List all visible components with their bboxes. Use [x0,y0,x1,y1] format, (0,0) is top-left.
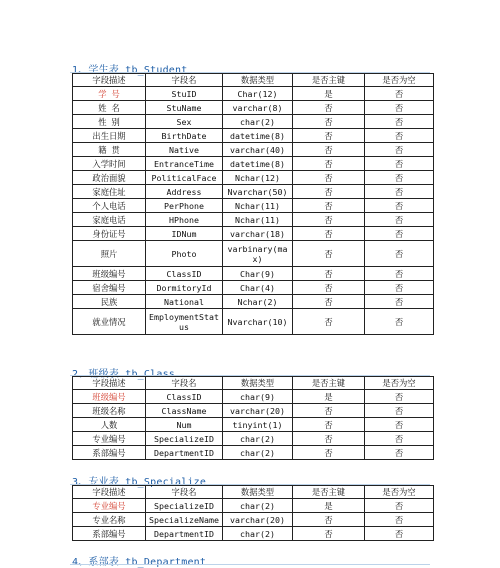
table-row [73,143,434,157]
table-cell: char(2) [223,499,293,513]
table-body [73,74,434,335]
table-row [73,171,434,185]
table-cell: 否 [365,499,434,513]
table-cell: StuID [146,87,223,101]
table-cell: 否 [293,101,365,115]
column-header: 字段名 [146,74,223,87]
table-cell: 否 [365,115,434,129]
table-cell: 否 [365,213,434,227]
table-row [73,185,434,199]
table-cell: 否 [365,199,434,213]
table-header-row [73,377,434,390]
table-cell: Nchar(11) [223,199,293,213]
table-cell: 就业情况 [73,309,146,335]
table-cell: 否 [293,404,365,418]
table-cell: Address [146,185,223,199]
table-cell: 宿舍编号 [73,281,146,295]
table-cell: Photo [146,241,223,267]
table-cell: varchar(18) [223,227,293,241]
table-cell: 否 [365,418,434,432]
table-cell: Nchar(2) [223,295,293,309]
table-cell: Nvarchar(50) [223,185,293,199]
table-cell: 否 [293,185,365,199]
table-row [73,267,434,281]
section-title-department: 4、系部表 tb_Department [72,557,207,568]
table-cell: 班级编号 [73,267,146,281]
table-cell: 否 [293,199,365,213]
table-row [73,404,434,418]
table-cell: 系部编号 [73,446,146,460]
table-cell: 籍 贯 [73,143,146,157]
table-cell: 政治面貌 [73,171,146,185]
table-cell: 否 [293,527,365,541]
column-header: 是否主键 [293,74,365,87]
table-row [73,199,434,213]
table-cell: Sex [146,115,223,129]
table-cell: char(2) [223,432,293,446]
table-cell: char(2) [223,527,293,541]
table-cell: 否 [365,390,434,404]
column-header: 是否为空 [365,486,434,499]
column-header: 字段名 [146,377,223,390]
table-cell: varchar(40) [223,143,293,157]
table-cell: 民族 [73,295,146,309]
table-row [73,281,434,295]
table-cell: char(2) [223,115,293,129]
table-cell: 班级名称 [73,404,146,418]
table-cell: 姓 名 [73,101,146,115]
table-body [73,486,434,541]
table-cell: 否 [365,295,434,309]
table-row [73,513,434,527]
table-cell: 否 [365,241,434,267]
column-header: 数据类型 [223,377,293,390]
table-cell: 否 [365,101,434,115]
table-cell: 性 别 [73,115,146,129]
table-cell: 否 [365,171,434,185]
table-cell: 否 [365,404,434,418]
table-row [73,213,434,227]
table-cell: SpecializeID [146,499,223,513]
table-cell: 否 [365,157,434,171]
table-cell: National [146,295,223,309]
table-row [73,157,434,171]
table-cell: 否 [365,185,434,199]
column-header: 数据类型 [223,486,293,499]
table-cell: 否 [293,513,365,527]
table-header-row [73,486,434,499]
table-cell: 否 [365,129,434,143]
table-cell: 家庭电话 [73,213,146,227]
table-cell: 否 [365,513,434,527]
table-cell: 否 [365,227,434,241]
table-cell: 否 [365,527,434,541]
table-cell: datetime(8) [223,129,293,143]
class-table [72,376,434,460]
table-header-row [73,74,434,87]
table-cell: varchar(8) [223,101,293,115]
section-title-class: 2、班级表 tb_Class [72,369,176,380]
table-row [73,101,434,115]
column-header: 是否为空 [365,74,434,87]
table-row [73,295,434,309]
table-row [73,241,434,267]
table-cell: 出生日期 [73,129,146,143]
table-cell: 专业编号 [73,499,146,513]
table-row [73,87,434,101]
table-cell: DepartmentID [146,446,223,460]
table-cell: varchar(20) [223,513,293,527]
table-cell: 否 [365,446,434,460]
table-cell: 入学时间 [73,157,146,171]
table-cell: Nchar(11) [223,213,293,227]
table-cell: 否 [293,281,365,295]
table-cell: 照片 [73,241,146,267]
student-table [72,73,434,335]
table-cell: Char(4) [223,281,293,295]
table-cell: 否 [293,143,365,157]
table-cell: varchar(20) [223,404,293,418]
table-cell: Char(12) [223,87,293,101]
table-cell: 专业编号 [73,432,146,446]
table-cell: EmploymentStatus [146,309,223,335]
table-cell: 否 [365,432,434,446]
table-cell: 个人电话 [73,199,146,213]
table-cell: 否 [293,171,365,185]
table-cell: PerPhone [146,199,223,213]
column-header: 字段描述 [73,486,146,499]
table-row [73,115,434,129]
table-row [73,390,434,404]
table-row [73,227,434,241]
table-cell: SpecializeName [146,513,223,527]
table-cell: 是 [293,390,365,404]
table-cell: 否 [293,267,365,281]
table-cell: ClassID [146,267,223,281]
table-cell: 否 [365,267,434,281]
specialize-table [72,485,434,541]
table-cell: char(9) [223,390,293,404]
table-cell: ClassID [146,390,223,404]
section-title-student: 1、学生表 tb_Student [72,65,188,76]
table-cell: 否 [365,309,434,335]
column-header: 数据类型 [223,74,293,87]
table-cell: tinyint(1) [223,418,293,432]
table-row [73,309,434,335]
table-cell: 否 [365,143,434,157]
table-cell: Nchar(12) [223,171,293,185]
column-header: 是否主键 [293,377,365,390]
table-cell: 专业名称 [73,513,146,527]
table-cell: 是 [293,87,365,101]
table-row [73,418,434,432]
table-cell: 人数 [73,418,146,432]
table-cell: 否 [293,241,365,267]
table-row [73,446,434,460]
table-cell: ClassName [146,404,223,418]
table-cell: IDNum [146,227,223,241]
table-cell: Num [146,418,223,432]
table-cell: 否 [365,281,434,295]
column-header: 字段描述 [73,74,146,87]
table-cell: DepartmentID [146,527,223,541]
table-cell: varbinary(max) [223,241,293,267]
column-header: 字段名 [146,486,223,499]
table-body [73,377,434,460]
table-cell: Native [146,143,223,157]
table-row [73,432,434,446]
table-cell: 家庭住址 [73,185,146,199]
table-cell: 否 [293,309,365,335]
table-cell: 学 号 [73,87,146,101]
table-cell: HPhone [146,213,223,227]
column-header: 是否主键 [293,486,365,499]
table-cell: 否 [293,418,365,432]
table-cell: DormitoryId [146,281,223,295]
table-cell: char(2) [223,446,293,460]
table-cell: 否 [293,129,365,143]
table-cell: 否 [293,446,365,460]
table-cell: BirthDate [146,129,223,143]
column-header: 字段描述 [73,377,146,390]
table-cell: 否 [293,157,365,171]
table-cell: 否 [293,295,365,309]
table-cell: StuName [146,101,223,115]
table-cell: 否 [293,115,365,129]
table-cell: 否 [365,87,434,101]
table-cell: Char(9) [223,267,293,281]
column-header: 是否为空 [365,377,434,390]
table-cell: 身份证号 [73,227,146,241]
section-title-specialize: 3、专业表 tb_Specialize [72,477,207,488]
table-row [73,129,434,143]
table-cell: 是 [293,499,365,513]
table-cell: 否 [293,227,365,241]
table-cell: 班级编号 [73,390,146,404]
table-cell: 否 [293,213,365,227]
table-cell: PoliticalFace [146,171,223,185]
table-row [73,499,434,513]
table-cell: SpecializeID [146,432,223,446]
table-cell: 否 [293,432,365,446]
table-cell: datetime(8) [223,157,293,171]
table-cell: 系部编号 [73,527,146,541]
table-row [73,527,434,541]
table-cell: EntranceTime [146,157,223,171]
table-cell: Nvarchar(10) [223,309,293,335]
